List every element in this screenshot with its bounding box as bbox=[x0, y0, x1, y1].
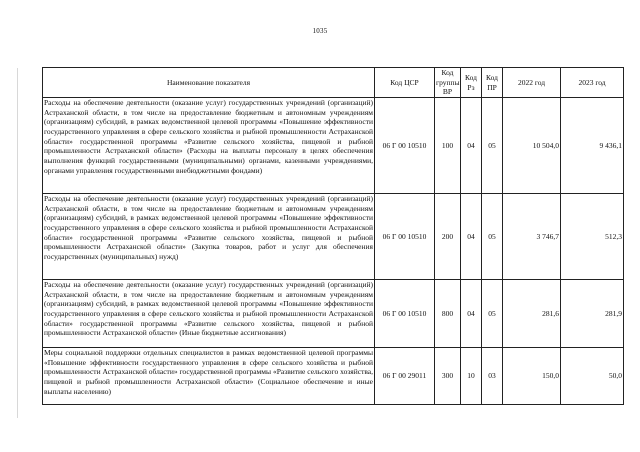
row-csr: 06 Г 00 10510 bbox=[375, 280, 435, 348]
row-name: Меры социальной поддержки отдельных специалистов в рамках ведомственной целевой программы «Повышение эффективности государственного управления в сфере сельского хозяйства и рыбной промышленности Астраханской области» государственной программы «Развитие сельского хозяйства, пищевой и рыбной промышленности Астраханской области» (Социальное обеспечение и иные выплаты населению) bbox=[43, 348, 375, 405]
header-name: Наименование показателя bbox=[43, 68, 375, 98]
row-2023: 512,3 bbox=[561, 194, 624, 280]
header-2022: 2022 год bbox=[503, 68, 561, 98]
row-2023: 9 436,1 bbox=[561, 98, 624, 194]
row-rz: 04 bbox=[461, 280, 482, 348]
header-pr: Код ПР bbox=[482, 68, 503, 98]
header-csr: Код ЦСР bbox=[375, 68, 435, 98]
row-2023: 50,0 bbox=[561, 348, 624, 405]
header-rz: Код Рз bbox=[461, 68, 482, 98]
row-name: Расходы на обеспечение деятельности (оказание услуг) государственных учреждений (организаций) Астраханской области, в том числе на предоставление бюджетным и автономным учреждениям (организациям) субсидий, в рамках ведомственной целевой программы «Повышение эффективности государственного управления в сфере сельского хозяйства и рыбной промышленности Астраханской области» государственной программы «Развитие сельского хозяйства, пищевой и рыбной промышленности Астраханской области» (Расходы на выплаты персоналу в целях обеспечения выполнения функций государственными (муниципальными) органами, казенными учреждениями, органами управления государственными внебюджетными фондами) bbox=[43, 98, 375, 194]
table-row bbox=[43, 348, 624, 405]
header-2023: 2023 год bbox=[561, 68, 624, 98]
row-name: Расходы на обеспечение деятельности (оказание услуг) государственных учреждений (организаций) Астраханской области, в том числе на предоставление бюджетным и автономным учреждениям (организациям) субсидий, в рамках ведомственной целевой программы «Повышение эффективности государственного управления в сфере сельского хозяйства и рыбной промышленности Астраханской области» государственной программы «Развитие сельского хозяйства, пищевой и рыбной промышленности Астраханской области» (Закупка товаров, работ и услуг для обеспечения государственных (муниципальных) нужд) bbox=[43, 194, 375, 280]
budget-table bbox=[42, 67, 624, 405]
row-2022: 3 746,7 bbox=[503, 194, 561, 280]
row-csr: 06 Г 00 10510 bbox=[375, 98, 435, 194]
page-number: 1035 bbox=[312, 27, 328, 35]
row-vr: 100 bbox=[435, 98, 461, 194]
row-pr: 05 bbox=[482, 280, 503, 348]
row-2023: 281,9 bbox=[561, 280, 624, 348]
row-name: Расходы на обеспечение деятельности (оказание услуг) государственных учреждений (организаций) Астраханской области, в том числе на предоставление бюджетным и автономным учреждениям (организациям) субсидий, в рамках ведомственной целевой программы «Повышение эффективности государственного управления в сфере сельского хозяйства и рыбной промышленности Астраханской области» государственной программы «Развитие сельского хозяйства, пищевой и рыбной промышленности Астраханской области» (Иные бюджетные ассигнования) bbox=[43, 280, 375, 348]
scan-edge-line bbox=[17, 68, 18, 418]
row-2022: 10 504,0 bbox=[503, 98, 561, 194]
header-vr: Код группы ВР bbox=[436, 68, 460, 97]
row-vr: 200 bbox=[435, 194, 461, 280]
row-vr: 800 bbox=[435, 280, 461, 348]
table-row bbox=[43, 98, 624, 194]
row-csr: 06 Г 00 29011 bbox=[375, 348, 435, 405]
row-2022: 150,0 bbox=[503, 348, 561, 405]
table-row bbox=[43, 280, 624, 348]
table-header-row bbox=[43, 68, 624, 98]
row-vr: 300 bbox=[435, 348, 461, 405]
row-rz: 04 bbox=[461, 194, 482, 280]
row-2022: 281,6 bbox=[503, 280, 561, 348]
row-rz: 04 bbox=[461, 98, 482, 194]
row-pr: 03 bbox=[482, 348, 503, 405]
row-pr: 05 bbox=[482, 98, 503, 194]
table-row bbox=[43, 194, 624, 280]
row-pr: 05 bbox=[482, 194, 503, 280]
row-rz: 10 bbox=[461, 348, 482, 405]
row-csr: 06 Г 00 10510 bbox=[375, 194, 435, 280]
